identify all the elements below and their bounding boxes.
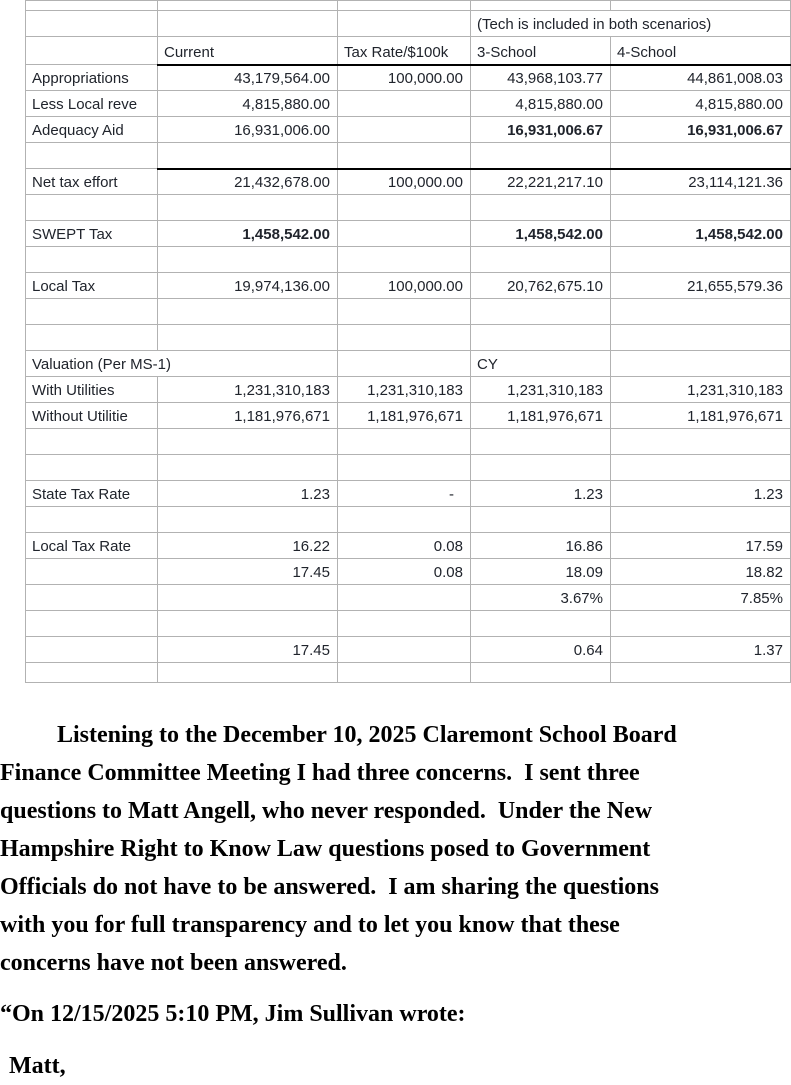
table-row	[26, 585, 791, 611]
table-cell: Tax Rate/$100k	[338, 37, 471, 65]
table-cell	[471, 1, 611, 11]
table-cell	[338, 429, 471, 455]
table-cell	[611, 507, 791, 533]
table-cell	[471, 143, 611, 169]
table-row	[26, 143, 791, 169]
table-cell	[611, 663, 791, 683]
table-row	[26, 559, 791, 585]
table-row	[26, 611, 791, 637]
table-cell: 18.82	[611, 559, 791, 585]
table-cell	[158, 585, 338, 611]
table-cell	[611, 611, 791, 637]
salutation-line: Matt,	[9, 1053, 66, 1079]
table-cell	[338, 195, 471, 221]
table-cell	[26, 1, 158, 11]
table-cell	[26, 247, 158, 273]
table-row	[26, 637, 791, 663]
table-cell	[611, 195, 791, 221]
table-cell	[338, 91, 471, 117]
table-cell	[338, 143, 471, 169]
table-cell	[26, 299, 158, 325]
table-cell	[471, 247, 611, 273]
table-cell	[158, 11, 338, 37]
table-cell: 17.59	[611, 533, 791, 559]
table-cell	[471, 507, 611, 533]
table-cell	[26, 325, 158, 351]
table-cell	[338, 507, 471, 533]
table-cell	[611, 455, 791, 481]
table-cell	[26, 195, 158, 221]
table-cell	[338, 221, 471, 247]
table-row	[26, 195, 791, 221]
table-cell: SWEPT Tax	[26, 221, 158, 247]
table-cell: 1,231,310,183	[338, 377, 471, 403]
table-cell: 1,231,310,183	[158, 377, 338, 403]
table-cell: 4,815,880.00	[158, 91, 338, 117]
table-cell	[611, 1, 791, 11]
table-cell	[158, 247, 338, 273]
table-cell: 20,762,675.10	[471, 273, 611, 299]
table-row	[26, 65, 791, 91]
table-cell: 1.23	[471, 481, 611, 507]
table-cell: 17.45	[158, 637, 338, 663]
table-cell: 44,861,008.03	[611, 65, 791, 91]
table-cell: Local Tax	[26, 273, 158, 299]
table-cell	[338, 299, 471, 325]
table-cell: 22,221,217.10	[471, 169, 611, 195]
table-row	[26, 325, 791, 351]
table-cell	[158, 299, 338, 325]
table-cell: State Tax Rate	[26, 481, 158, 507]
table-cell: 4,815,880.00	[471, 91, 611, 117]
table-cell: 16,931,006.67	[611, 117, 791, 143]
table-cell	[26, 559, 158, 585]
table-cell	[158, 325, 338, 351]
table-cell	[611, 325, 791, 351]
table-cell	[471, 299, 611, 325]
table-row	[26, 299, 791, 325]
table-row	[26, 481, 791, 507]
quote-attribution-line: “On 12/15/2025 5:10 PM, Jim Sullivan wrote:	[0, 1001, 466, 1027]
table-cell: 1,231,310,183	[471, 377, 611, 403]
body-text-line: with you for full transparency and to let you know that these	[0, 912, 620, 938]
table-cell	[26, 585, 158, 611]
table-cell: Current	[158, 37, 338, 65]
table-cell: 19,974,136.00	[158, 273, 338, 299]
table-row	[26, 377, 791, 403]
table-cell: 1,181,976,671	[338, 403, 471, 429]
table-cell: 21,655,579.36	[611, 273, 791, 299]
table-cell: 43,179,564.00	[158, 65, 338, 91]
table-cell: 23,114,121.36	[611, 169, 791, 195]
table-cell	[471, 429, 611, 455]
table-cell	[338, 585, 471, 611]
table-cell	[158, 195, 338, 221]
table-cell: 4-School	[611, 37, 791, 65]
table-cell	[26, 37, 158, 65]
table-cell: 0.64	[471, 637, 611, 663]
spreadsheet-table	[25, 0, 791, 683]
table-row	[26, 117, 791, 143]
paragraph-main	[0, 716, 791, 982]
table-cell: 21,432,678.00	[158, 169, 338, 195]
table-cell: 4,815,880.00	[611, 91, 791, 117]
table-row	[26, 11, 791, 37]
table-row	[26, 91, 791, 117]
table-cell	[158, 143, 338, 169]
table-cell: 1,231,310,183	[611, 377, 791, 403]
table-cell	[26, 455, 158, 481]
table-cell	[611, 429, 791, 455]
table-cell	[26, 637, 158, 663]
letter-text	[0, 716, 791, 1085]
table-row	[26, 455, 791, 481]
table-cell	[611, 143, 791, 169]
table-cell: 1.23	[158, 481, 338, 507]
body-text-line: Officials do not have to be answered. I am sharing the questions	[0, 874, 659, 900]
table-cell	[158, 429, 338, 455]
table-cell: CY	[471, 351, 611, 377]
body-text-line: Listening to the December 10, 2025 Claremont School Board	[57, 722, 677, 748]
table-cell	[26, 507, 158, 533]
table-cell: 3.67%	[471, 585, 611, 611]
table-cell: 16.22	[158, 533, 338, 559]
table-cell: 1,458,542.00	[611, 221, 791, 247]
table-cell: With Utilities	[26, 377, 158, 403]
table-cell: Net tax effort	[26, 169, 158, 195]
table-cell	[338, 351, 471, 377]
table-cell	[158, 507, 338, 533]
table-cell: 100,000.00	[338, 169, 471, 195]
table-cell: Local Tax Rate	[26, 533, 158, 559]
table-cell	[471, 611, 611, 637]
table-cell	[158, 1, 338, 11]
table-cell: 0.08	[338, 533, 471, 559]
table-cell: 1,181,976,671	[158, 403, 338, 429]
table-cell: 1.23	[611, 481, 791, 507]
table-cell	[471, 325, 611, 351]
table-row	[26, 663, 791, 683]
table-cell: 1,458,542.00	[158, 221, 338, 247]
table-row	[26, 429, 791, 455]
spreadsheet-rows	[26, 1, 791, 683]
table-row	[26, 169, 791, 195]
table-row	[26, 247, 791, 273]
table-cell	[338, 637, 471, 663]
table-cell: 1.37	[611, 637, 791, 663]
table-cell: 0.08	[338, 559, 471, 585]
table-cell: 16.86	[471, 533, 611, 559]
table-cell: 43,968,103.77	[471, 65, 611, 91]
table-row	[26, 1, 791, 11]
table-cell: 100,000.00	[338, 65, 471, 91]
table-row	[26, 351, 791, 377]
body-text-line: Finance Committee Meeting I had three concerns. I sent three	[0, 760, 640, 786]
table-cell: (Tech is included in both scenarios)	[471, 11, 791, 37]
table-cell: 1,181,976,671	[611, 403, 791, 429]
table-cell	[471, 195, 611, 221]
table-cell	[338, 1, 471, 11]
table-cell	[26, 429, 158, 455]
table-cell	[338, 325, 471, 351]
table-cell	[338, 117, 471, 143]
table-cell	[611, 351, 791, 377]
body-text-line: questions to Matt Angell, who never responded. Under the New	[0, 798, 653, 824]
table-cell	[158, 663, 338, 683]
spreadsheet	[25, 0, 791, 683]
table-cell: 7.85%	[611, 585, 791, 611]
table-cell: Without Utilitie	[26, 403, 158, 429]
table-cell	[26, 11, 158, 37]
table-cell	[26, 611, 158, 637]
table-row	[26, 533, 791, 559]
table-cell: 18.09	[471, 559, 611, 585]
table-row	[26, 507, 791, 533]
table-cell	[338, 611, 471, 637]
table-cell: 100,000.00	[338, 273, 471, 299]
table-cell	[338, 455, 471, 481]
table-cell: 3-School	[471, 37, 611, 65]
table-row	[26, 273, 791, 299]
table-row	[26, 221, 791, 247]
table-cell	[338, 247, 471, 273]
table-cell	[26, 143, 158, 169]
table-row	[26, 403, 791, 429]
table-cell	[471, 663, 611, 683]
table-cell	[338, 11, 471, 37]
body-text-line: Hampshire Right to Know Law questions posed to Government	[0, 836, 651, 862]
table-cell: -	[338, 481, 471, 507]
body-text-line: concerns have not been answered.	[0, 950, 347, 976]
table-cell	[338, 663, 471, 683]
table-cell: 1,181,976,671	[471, 403, 611, 429]
table-cell: Valuation (Per MS-1)	[26, 351, 338, 377]
table-cell: Adequacy Aid	[26, 117, 158, 143]
table-cell	[611, 247, 791, 273]
table-cell: 16,931,006.00	[158, 117, 338, 143]
table-cell	[471, 455, 611, 481]
table-cell	[611, 299, 791, 325]
table-cell: 16,931,006.67	[471, 117, 611, 143]
table-cell	[158, 455, 338, 481]
table-row	[26, 37, 791, 65]
table-cell: 17.45	[158, 559, 338, 585]
table-cell: 1,458,542.00	[471, 221, 611, 247]
table-cell	[158, 611, 338, 637]
table-cell: Appropriations	[26, 65, 158, 91]
table-cell: Less Local reve	[26, 91, 158, 117]
table-cell	[26, 663, 158, 683]
